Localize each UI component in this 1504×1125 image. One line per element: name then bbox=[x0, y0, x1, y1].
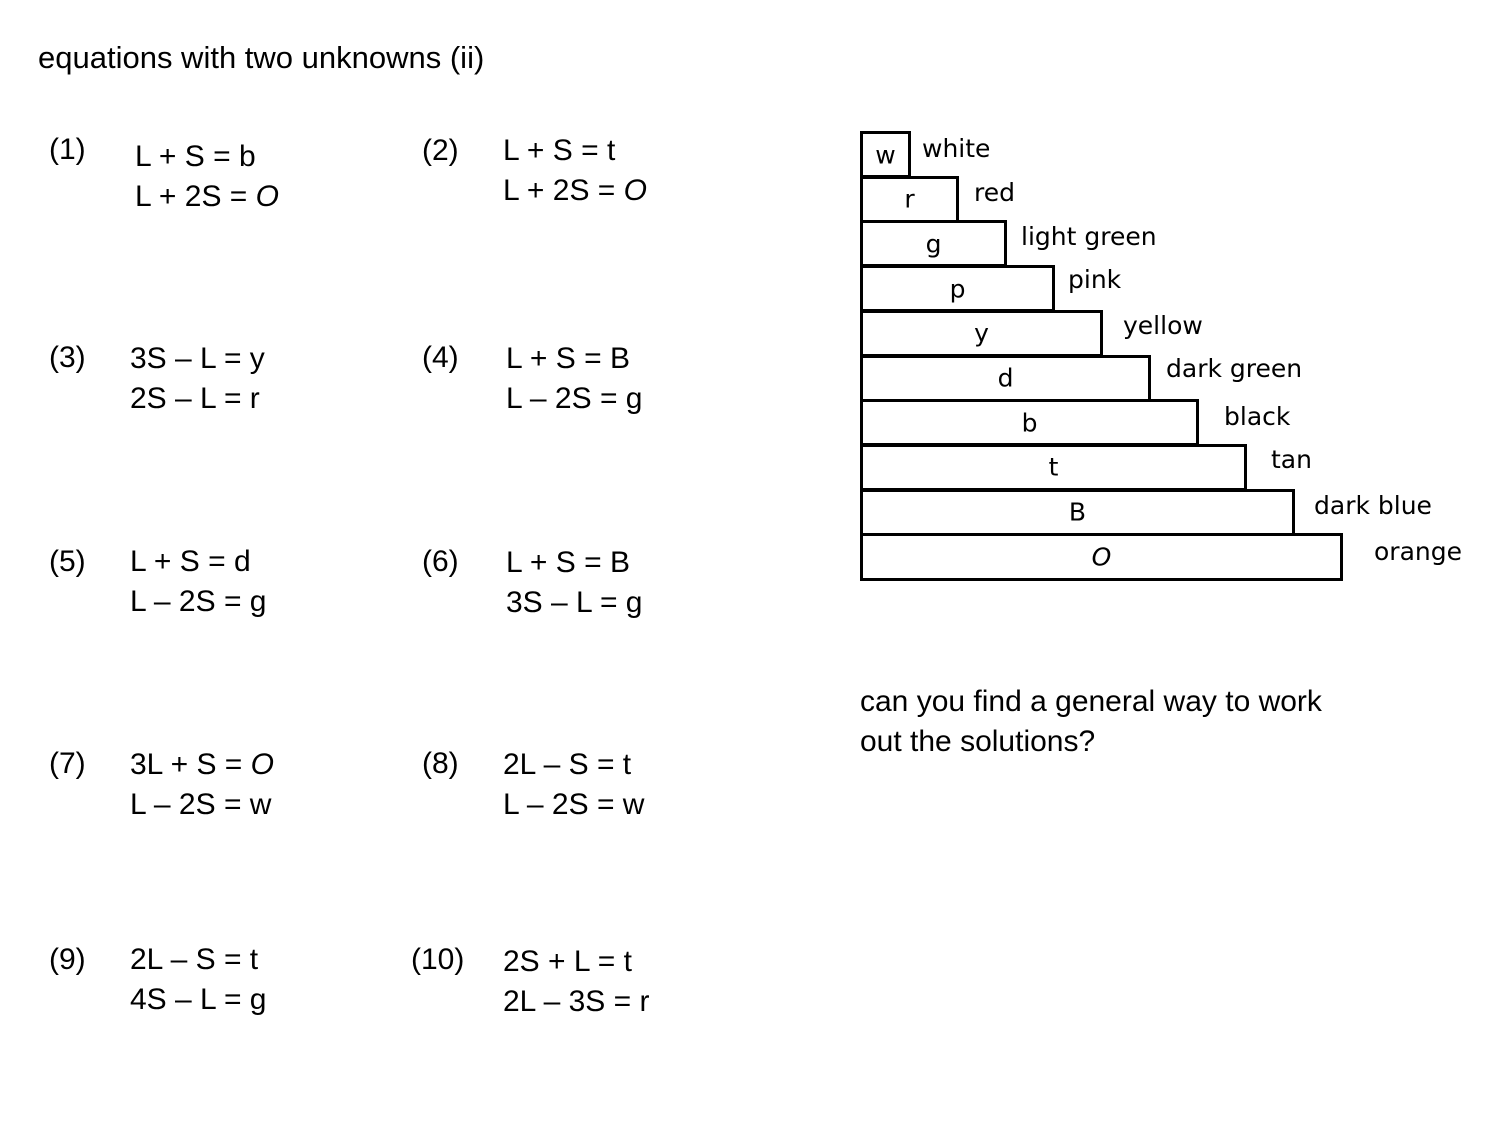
equation bbox=[503, 982, 649, 1022]
equation-pair bbox=[130, 542, 267, 622]
problem-number: (1) bbox=[49, 133, 86, 166]
equation-pair bbox=[503, 745, 644, 825]
equation-pair bbox=[130, 339, 265, 419]
rod-red bbox=[860, 176, 959, 223]
equation-text: L – 2S = g bbox=[506, 382, 643, 415]
equation-italic-variable: O bbox=[255, 180, 279, 213]
page-title: equations with two unknowns (ii) bbox=[38, 40, 485, 75]
question-text bbox=[860, 682, 1322, 762]
problem-number: (9) bbox=[49, 943, 86, 976]
equation-pair bbox=[130, 745, 274, 825]
rod-color-label: yellow bbox=[1123, 311, 1203, 340]
problem-number: (7) bbox=[49, 747, 86, 780]
rod-orange bbox=[860, 533, 1343, 581]
rod-color-label: white bbox=[922, 134, 991, 163]
rod-white bbox=[860, 131, 911, 178]
equation bbox=[130, 745, 274, 785]
equation bbox=[503, 171, 647, 211]
equation-text: 3L + S = bbox=[130, 748, 251, 781]
equation bbox=[503, 131, 647, 171]
equation-pair bbox=[506, 339, 643, 419]
rod-symbol: d bbox=[997, 363, 1014, 393]
equation-text: L – 2S = w bbox=[130, 788, 272, 821]
equation bbox=[506, 339, 643, 379]
rod-tan bbox=[860, 444, 1247, 491]
equation bbox=[503, 785, 644, 825]
equation-italic-variable: O bbox=[250, 748, 274, 781]
equation-text: L – 2S = w bbox=[503, 788, 645, 821]
rod-color-label: tan bbox=[1271, 445, 1312, 474]
rod-color-label: orange bbox=[1374, 537, 1462, 566]
problem-number: (4) bbox=[422, 341, 459, 374]
rod-color-label: light green bbox=[1021, 222, 1157, 251]
rod-yellow bbox=[860, 310, 1103, 357]
equation-text: L + 2S = bbox=[135, 180, 256, 213]
equation-text: 2L – S = t bbox=[130, 943, 259, 976]
rod-symbol: g bbox=[925, 229, 942, 259]
equation bbox=[130, 339, 265, 379]
rod-light-green bbox=[860, 220, 1007, 267]
equation-pair bbox=[506, 543, 643, 623]
question-line: out the solutions? bbox=[860, 725, 1096, 758]
equation bbox=[503, 745, 644, 785]
equation bbox=[130, 542, 267, 582]
equation bbox=[130, 785, 274, 825]
equation bbox=[130, 940, 267, 980]
rod-color-label: dark blue bbox=[1314, 491, 1432, 520]
equation bbox=[130, 379, 265, 419]
equation-pair bbox=[135, 137, 279, 217]
rod-symbol: b bbox=[1021, 408, 1038, 438]
equation-text: L + S = d bbox=[130, 545, 251, 578]
rod-pink bbox=[860, 265, 1055, 312]
rod-color-label: black bbox=[1224, 402, 1291, 431]
rod-color-label: dark green bbox=[1166, 354, 1303, 383]
equation-text: 4S – L = g bbox=[130, 983, 267, 1016]
equation-text: 2S – L = r bbox=[130, 382, 260, 415]
equation bbox=[503, 942, 649, 982]
rod-color-label: red bbox=[974, 178, 1015, 207]
rod-color-label: pink bbox=[1068, 265, 1122, 294]
question-line: can you find a general way to work bbox=[860, 685, 1322, 718]
equation-pair bbox=[130, 940, 267, 1020]
equation-text: 3S – L = y bbox=[130, 342, 265, 375]
rod-black bbox=[860, 399, 1199, 446]
equation-text: 2S + L = t bbox=[503, 945, 632, 978]
problem-number: (8) bbox=[422, 747, 459, 780]
rod-symbol: r bbox=[904, 184, 915, 214]
equation-text: L + S = t bbox=[503, 134, 616, 167]
equation bbox=[135, 137, 279, 177]
equation-text: L + S = b bbox=[135, 140, 256, 173]
equation bbox=[506, 379, 643, 419]
rod-dark-green bbox=[860, 355, 1151, 402]
equation-text: 2L – S = t bbox=[503, 748, 632, 781]
problem-number: (10) bbox=[411, 943, 465, 976]
equation bbox=[506, 583, 643, 623]
rod-symbol: t bbox=[1048, 452, 1059, 482]
rod-dark-blue bbox=[860, 489, 1295, 536]
rod-symbol: p bbox=[949, 274, 966, 304]
rod-symbol: B bbox=[1068, 497, 1087, 527]
rod-symbol: y bbox=[974, 318, 989, 348]
equation-italic-variable: O bbox=[623, 174, 647, 207]
equation bbox=[130, 980, 267, 1020]
equation-text: L + 2S = bbox=[503, 174, 624, 207]
problem-number: (6) bbox=[422, 545, 459, 578]
problem-number: (2) bbox=[422, 134, 459, 167]
equation-text: 2L – 3S = r bbox=[503, 985, 650, 1018]
rod-symbol: O bbox=[1091, 542, 1112, 572]
equation bbox=[506, 543, 643, 583]
problem-number: (5) bbox=[49, 545, 86, 578]
equation bbox=[135, 177, 279, 217]
equation-pair bbox=[503, 942, 649, 1022]
equation-text: 3S – L = g bbox=[506, 586, 643, 619]
equation-text: L – 2S = g bbox=[130, 585, 267, 618]
problem-number: (3) bbox=[49, 341, 86, 374]
rod-symbol: w bbox=[875, 140, 896, 169]
equation bbox=[130, 582, 267, 622]
equation-text: L + S = B bbox=[506, 546, 630, 579]
equation-text: L + S = B bbox=[506, 342, 630, 375]
equation-pair bbox=[503, 131, 647, 211]
